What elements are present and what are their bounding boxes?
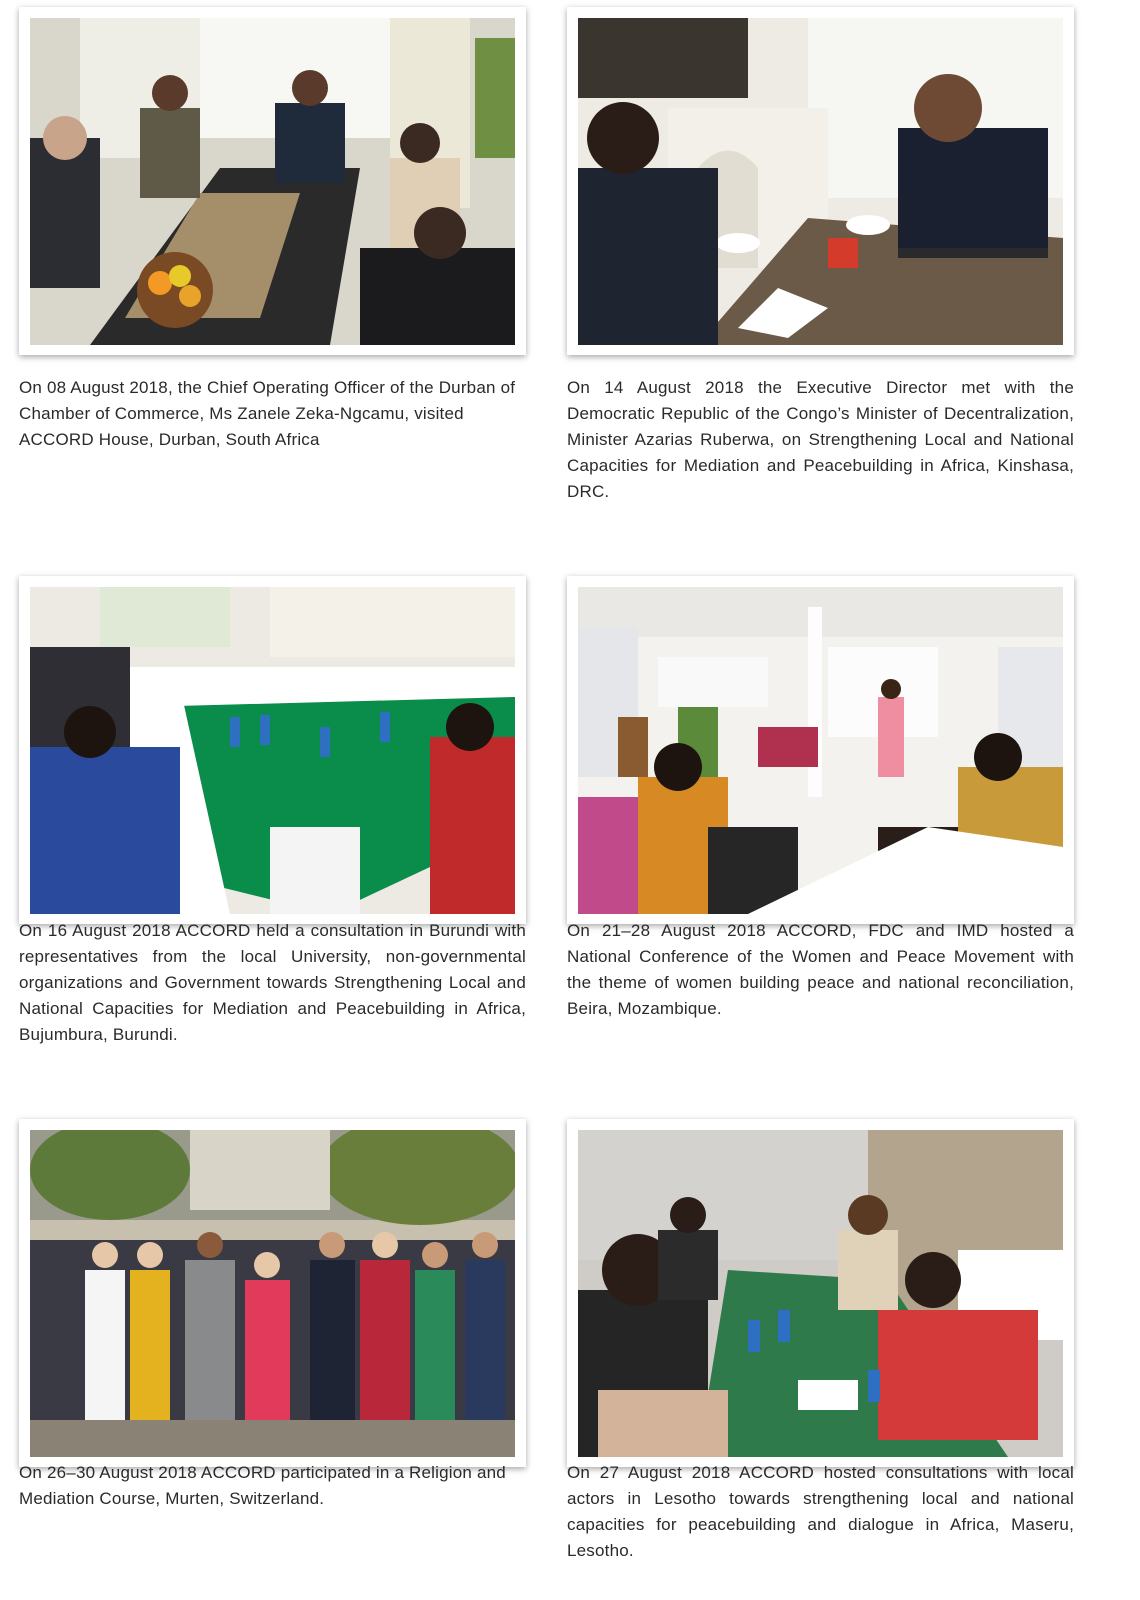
photo-switzerland-group <box>30 1130 515 1457</box>
photo-mozambique-conference <box>578 587 1063 914</box>
caption-switzerland-course: On 26–30 August 2018 ACCORD participated in a Religion and Mediation Course, Murten, Switzerland. <box>19 1463 506 1508</box>
photo-frame-6 <box>567 1119 1074 1467</box>
caption-lesotho-consultation: On 27 August 2018 ACCORD hosted consultations with local actors in Lesotho towards strengthening local and national capacities for peacebuilding and dialogue in Africa, Maseru, Lesotho. <box>567 1463 1074 1560</box>
caption-drc-meeting: On 14 August 2018 the Executive Director met with the Democratic Republic of the Congo’s Minister of Decentralization, Minister Azarias Ruberwa, on Strengthening Local and National Capacities for Mediation and Peacebuilding in Africa, Kinshasa, DRC. <box>567 378 1074 501</box>
photo-burundi-consultation <box>30 587 515 914</box>
photo-drc-meeting <box>578 18 1063 345</box>
photo-lesotho-consultation <box>578 1130 1063 1457</box>
photo-frame-3 <box>19 576 526 924</box>
photo-frame-5 <box>19 1119 526 1467</box>
caption-durban-meeting: On 08 August 2018, the Chief Operating Officer of the Durban of Chamber of Commerce, Ms Zanele Zeka-Ngcamu, visited ACCORD House, Durban, South Africa <box>19 378 516 449</box>
caption-mozambique-conference: On 21–28 August 2018 ACCORD, FDC and IMD hosted a National Conference of the Women and Peace Movement with the theme of women building peace and national reconciliation, Beira, Mozambique. <box>567 921 1074 1018</box>
photo-frame-4 <box>567 576 1074 924</box>
photo-durban-meeting <box>30 18 515 345</box>
photo-frame-2 <box>567 7 1074 355</box>
caption-burundi-consultation: On 16 August 2018 ACCORD held a consultation in Burundi with representatives from the local University, non-governmental organizations and Government towards Strengthening Local and National Capacities for Mediation and Peacebuilding in Africa, Bujumbura, Burundi. <box>19 921 526 1044</box>
photo-frame-1 <box>19 7 526 355</box>
